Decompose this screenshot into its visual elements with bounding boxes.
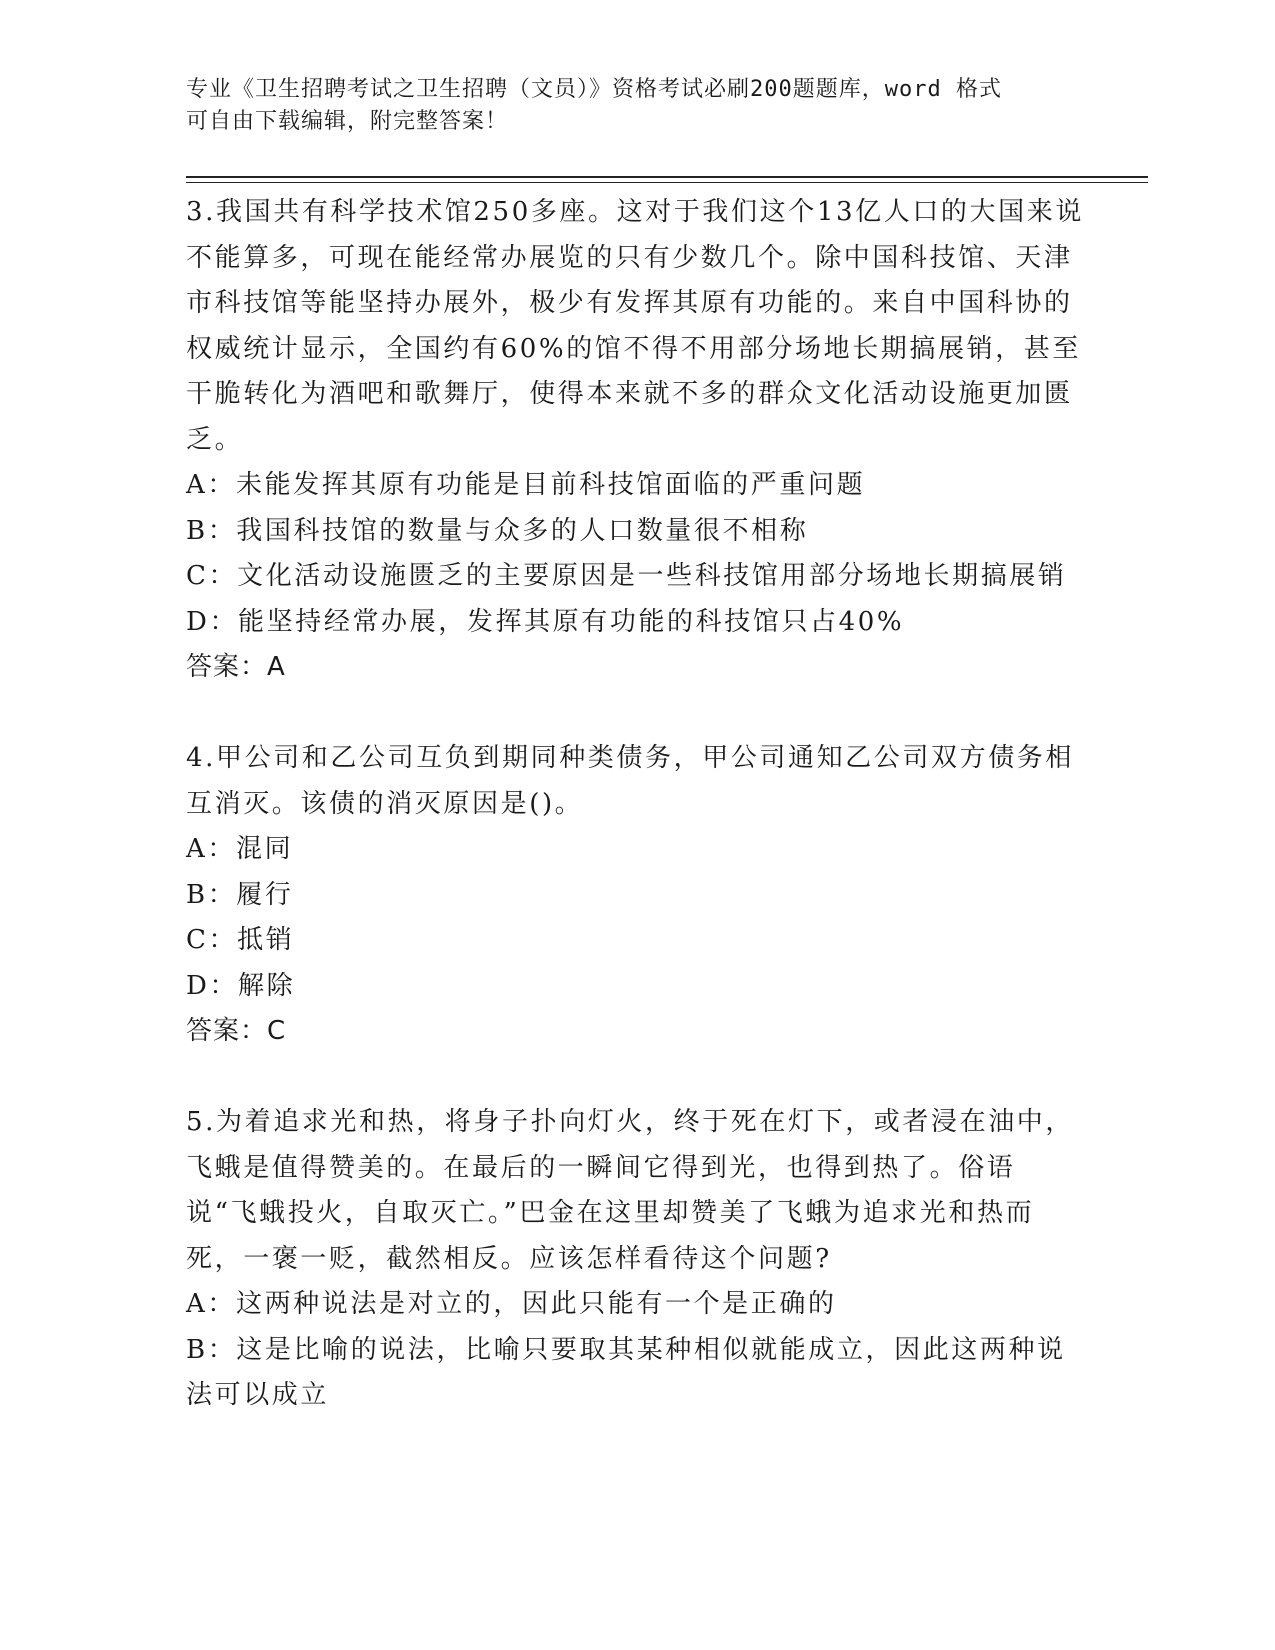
- answer-line: 答案：A: [186, 652, 286, 682]
- option-a: A：未能发挥其原有功能是目前科技馆面临的严重问题: [186, 470, 866, 500]
- option-d: D：能坚持经常办展，发挥其原有功能的科技馆只占40%: [186, 606, 905, 637]
- option-c: C：抵销: [186, 925, 295, 955]
- question-stem: 4.甲公司和乙公司互负到期同种类债务，甲公司通知乙公司双方债务相互消灭。该债的消灭原因是()。: [186, 743, 1075, 819]
- header-divider: [186, 176, 1148, 178]
- question-5: [186, 1100, 1086, 1419]
- header-line-2: 可自由下载编辑，附完整答案！: [186, 109, 509, 134]
- question-stem: 3.我国共有科学技术馆250多座。这对于我们这个13亿人口的大国来说不能算多，可现在能经常办展览的只有少数几个。除中国科技馆、天津市科技馆等能坚持办展外，极少有发挥其原有功能的。来自中国科协的权威统计显示，全国约有60%的馆不得不用部分场地长期搞展销，甚至干脆转化为酒吧和歌舞厅，使得本来就不多的群众文化活动设施更加匮乏。: [186, 197, 1084, 455]
- option-a: A：这两种说法是对立的，因此只能有一个是正确的: [186, 1289, 837, 1319]
- document-header: [186, 74, 1066, 138]
- spacer: [186, 1055, 1086, 1101]
- option-a: A：混同: [186, 834, 294, 864]
- answer-line: 答案：C: [186, 1016, 287, 1046]
- header-line-1: 专业《卫生招聘考试之卫生招聘（文员）》资格考试必刷200题题库，word 格式: [186, 77, 1002, 102]
- option-b: B：这是比喻的说法，比喻只要取其某种相似就能成立，因此这两种说法可以成立: [186, 1334, 1066, 1410]
- header-divider-thin: [186, 182, 1148, 183]
- question-list: [186, 190, 1086, 1419]
- option-c: C：文化活动设施匮乏的主要原因是一些科技馆用部分场地长期搞展销: [186, 561, 1067, 591]
- question-3: [186, 190, 1086, 691]
- spacer: [186, 691, 1086, 737]
- option-b: B：我国科技馆的数量与众多的人口数量很不相称: [186, 515, 809, 546]
- option-b: B：履行: [186, 879, 294, 910]
- option-d: D：解除: [186, 970, 296, 1001]
- question-stem: 5.为着追求光和热，将身子扑向灯火，终于死在灯下，或者浸在油中，飞蛾是值得赞美的。在最后的一瞬间它得到光，也得到热了。俗语说“飞蛾投火，自取灭亡。”巴金在这里却赞美了飞蛾为追求光和热而死，一褒一贬，截然相反。应该怎样看待这个问题?: [186, 1107, 1075, 1274]
- question-4: [186, 736, 1086, 1055]
